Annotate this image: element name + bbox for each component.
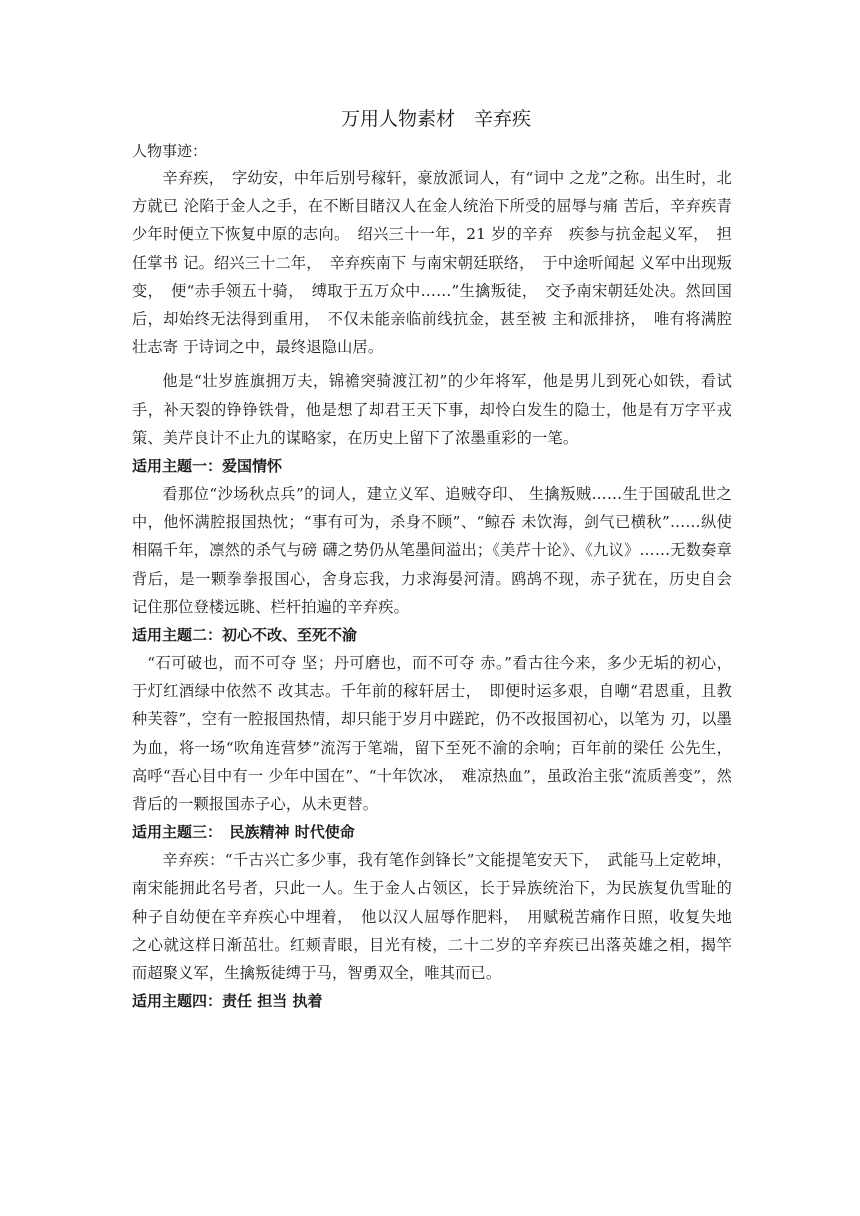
theme-heading-1: 适用主题一：爱国情怀 <box>132 457 283 476</box>
theme-heading-4: 适用主题四：责任 担当 执着 <box>132 992 323 1011</box>
paragraph-portrait: 他是“壮岁旌旗拥万夫，锦襜突骑渡江初”的少年将军，他是男儿到死心如铁，看试手，补天裂的铮铮铁骨，他是想了却君王天下事，却怜白发生的隐士，他是有万字平戎策、美芹良计不止九的谋略家，在历史上留下了浓墨重彩的一笔。 <box>132 372 732 447</box>
section-label: 人物事迹： <box>132 142 208 160</box>
document-page <box>132 104 732 1015</box>
paragraph-theme-2: “石可破也，而不可夺 坚；丹可磨也，而不可夺 赤。”看古往今来，多少无垢的初心，于灯红酒绿中依然不 改其志。千年前的稼轩居士， 即便时运多艰，自嘲“君恩重，且教种芙蓉”，空有一腔报国热情，却只能于岁月中蹉跎，仍不改报国初心，以笔为 刃，以墨为血，将一场“吹角连营梦”流泻于笔端，留下至死不渝的余响；百年前的梁任 公先生，高呼“吾心目中有一 少年中国在”、“十年饮冰， 难凉热血”，虽政治主张“流质善变”，然背后的一颗报国赤子心，从未更替。 <box>132 654 732 814</box>
document-title: 万用人物素材 辛弃疾 <box>340 108 531 130</box>
paragraph-theme-1: 看那位“沙场秋点兵”的词人，建立义军、追贼夺印、 生擒叛贼……生于国破乱世之中，他怀满腔报国热忱；“事有可为，杀身不顾”、“鲸吞 未饮海，剑气已横秋”……纵使相隔千年，凛然的杀气与磅 礴之势仍从笔墨间溢出；《美芹十论》、《九议》……无数奏章背后，是一颗拳拳报国心，舍身忘我，力求海晏河清。鸥鸪不现，赤子犹在，历史自会记住那位登楼远眺、栏杆拍遍的辛弃疾。 <box>132 485 732 616</box>
theme-heading-3: 适用主题三： 民族精神 时代使命 <box>132 823 355 842</box>
paragraph-theme-3: 辛弃疾：“千古兴亡多少事，我有笔作剑锋长”文能提笔安天下， 武能马上定乾坤，南宋能拥此名号者，只此一人。生于金人占领区，长于异族统治下，为民族复仇雪耻的种子自幼便在辛弃疾心中埋着， 他以汉人屈辱作肥料， 用赋税苦痛作日照，收复失地之心就这样日渐茁壮。红颊青眼，目光有棱，二十二岁的辛弃疾已出落英雄之相，揭竿而超聚义军，生擒叛徒缚于马，智勇双全，唯其而已。 <box>132 851 732 983</box>
theme-heading-2: 适用主题二：初心不改、至死不渝 <box>132 626 358 645</box>
paragraph-biography: 辛弃疾， 字幼安，中年后别号稼轩，豪放派词人，有“词中 之龙”之称。出生时，北方就已 沦陷于金人之手，在不断目睹汉人在金人统治下所受的屈辱与痛 苦后，辛弃疾青少年时便立下恢复中原的志向。 绍兴三十一年，21 岁的辛弃 疾参与抗金起义军， 担任掌书 记。绍兴三十二年， 辛弃疾南下 与南宋朝廷联络， 于中途听闻起 义军中出现叛变， 便“赤手领五十骑， 缚取于五万众中……”生擒叛徒， 交予南宋朝廷处决。然回国后，却始终无法得到重用， 不仅未能亲临前线抗金，甚至被 主和派排挤， 唯有将满腔壮志寄 于诗词之中，最终退隐山居。 <box>132 169 732 357</box>
